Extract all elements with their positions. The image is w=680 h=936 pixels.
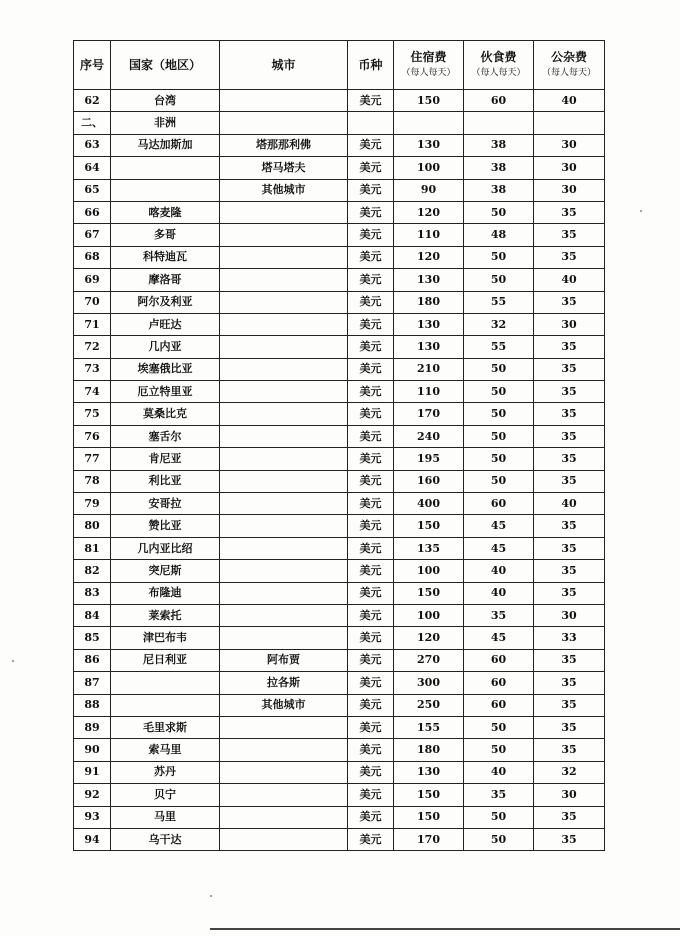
row-number: 77 xyxy=(74,448,111,470)
table-row xyxy=(74,672,605,694)
row-city xyxy=(220,604,348,626)
row-lodging: 130 xyxy=(394,269,464,291)
table-row xyxy=(74,381,605,403)
row-city xyxy=(220,246,348,268)
row-misc: 35 xyxy=(534,828,605,850)
row-country: 几内亚 xyxy=(111,336,220,358)
row-city: 塔马塔夫 xyxy=(220,157,348,179)
header-no: 序号 xyxy=(74,41,111,90)
row-city xyxy=(220,716,348,738)
row-city xyxy=(220,537,348,559)
row-misc: 30 xyxy=(534,784,605,806)
empty-cell xyxy=(394,112,464,134)
row-lodging: 120 xyxy=(394,627,464,649)
row-lodging: 210 xyxy=(394,358,464,380)
table-row xyxy=(74,716,605,738)
row-city xyxy=(220,806,348,828)
row-country: 喀麦隆 xyxy=(111,201,220,223)
row-number: 62 xyxy=(74,90,111,112)
row-number: 91 xyxy=(74,761,111,783)
row-lodging: 110 xyxy=(394,381,464,403)
table-row xyxy=(74,582,605,604)
table-row xyxy=(74,448,605,470)
row-food: 60 xyxy=(464,694,534,716)
row-currency: 美元 xyxy=(348,828,394,850)
row-number: 81 xyxy=(74,537,111,559)
row-misc: 32 xyxy=(534,761,605,783)
row-number: 67 xyxy=(74,224,111,246)
row-number: 93 xyxy=(74,806,111,828)
row-city xyxy=(220,425,348,447)
header-city: 城市 xyxy=(220,41,348,90)
row-city xyxy=(220,560,348,582)
row-country: 卢旺达 xyxy=(111,313,220,335)
row-currency: 美元 xyxy=(348,582,394,604)
row-lodging: 170 xyxy=(394,403,464,425)
row-misc: 35 xyxy=(534,381,605,403)
empty-cell xyxy=(534,112,605,134)
row-currency: 美元 xyxy=(348,425,394,447)
row-city: 其他城市 xyxy=(220,694,348,716)
row-city: 塔那那利佛 xyxy=(220,134,348,156)
row-number: 87 xyxy=(74,672,111,694)
table-row xyxy=(74,90,605,112)
table-row xyxy=(74,336,605,358)
row-currency: 美元 xyxy=(348,134,394,156)
row-number: 71 xyxy=(74,313,111,335)
row-lodging: 400 xyxy=(394,493,464,515)
row-currency: 美元 xyxy=(348,381,394,403)
row-currency: 美元 xyxy=(348,90,394,112)
row-food: 50 xyxy=(464,403,534,425)
row-number: 73 xyxy=(74,358,111,380)
row-country: 台湾 xyxy=(111,90,220,112)
table-row xyxy=(74,560,605,582)
row-currency: 美元 xyxy=(348,448,394,470)
row-city xyxy=(220,582,348,604)
row-currency: 美元 xyxy=(348,560,394,582)
header-misc xyxy=(534,41,605,90)
row-city xyxy=(220,627,348,649)
header-food-label: 伙食费 xyxy=(480,50,517,64)
row-food: 38 xyxy=(464,157,534,179)
row-country: 肯尼亚 xyxy=(111,448,220,470)
row-food: 50 xyxy=(464,269,534,291)
scan-speck xyxy=(210,895,212,897)
row-city xyxy=(220,515,348,537)
row-number: 69 xyxy=(74,269,111,291)
row-misc: 30 xyxy=(534,179,605,201)
row-food: 40 xyxy=(464,582,534,604)
row-number: 66 xyxy=(74,201,111,223)
table-row xyxy=(74,828,605,850)
row-number: 82 xyxy=(74,560,111,582)
row-food: 40 xyxy=(464,761,534,783)
table-row xyxy=(74,157,605,179)
row-city xyxy=(220,470,348,492)
row-number: 85 xyxy=(74,627,111,649)
row-food: 35 xyxy=(464,784,534,806)
row-country: 科特迪瓦 xyxy=(111,246,220,268)
table-row xyxy=(74,313,605,335)
row-food: 55 xyxy=(464,336,534,358)
section-number: 二、 xyxy=(74,112,111,134)
row-lodging: 135 xyxy=(394,537,464,559)
row-number: 72 xyxy=(74,336,111,358)
row-food: 55 xyxy=(464,291,534,313)
empty-cell xyxy=(348,112,394,134)
row-food: 50 xyxy=(464,828,534,850)
row-misc: 35 xyxy=(534,582,605,604)
row-lodging: 160 xyxy=(394,470,464,492)
row-number: 79 xyxy=(74,493,111,515)
row-country xyxy=(111,179,220,201)
table-row xyxy=(74,493,605,515)
row-lodging: 150 xyxy=(394,784,464,806)
row-misc: 35 xyxy=(534,291,605,313)
row-misc: 35 xyxy=(534,537,605,559)
row-country: 贝宁 xyxy=(111,784,220,806)
table-row xyxy=(74,291,605,313)
row-food: 50 xyxy=(464,806,534,828)
row-lodging: 90 xyxy=(394,179,464,201)
row-city: 拉各斯 xyxy=(220,672,348,694)
row-food: 32 xyxy=(464,313,534,335)
table-row xyxy=(74,694,605,716)
row-misc: 30 xyxy=(534,157,605,179)
row-country: 摩洛哥 xyxy=(111,269,220,291)
row-city xyxy=(220,784,348,806)
row-lodging: 100 xyxy=(394,604,464,626)
row-lodging: 150 xyxy=(394,806,464,828)
row-currency: 美元 xyxy=(348,291,394,313)
row-country: 突尼斯 xyxy=(111,560,220,582)
row-currency: 美元 xyxy=(348,201,394,223)
row-food: 48 xyxy=(464,224,534,246)
table-row xyxy=(74,604,605,626)
row-city xyxy=(220,224,348,246)
table-row xyxy=(74,470,605,492)
row-misc: 35 xyxy=(534,224,605,246)
row-city: 其他城市 xyxy=(220,179,348,201)
row-currency: 美元 xyxy=(348,672,394,694)
row-food: 50 xyxy=(464,381,534,403)
row-lodging: 195 xyxy=(394,448,464,470)
row-currency: 美元 xyxy=(348,739,394,761)
row-food: 60 xyxy=(464,649,534,671)
row-misc: 35 xyxy=(534,806,605,828)
row-food: 50 xyxy=(464,448,534,470)
empty-cell xyxy=(464,112,534,134)
row-country: 阿尔及利亚 xyxy=(111,291,220,313)
row-currency: 美元 xyxy=(348,784,394,806)
table-row xyxy=(74,246,605,268)
row-number: 68 xyxy=(74,246,111,268)
header-currency: 币种 xyxy=(348,41,394,90)
row-currency: 美元 xyxy=(348,716,394,738)
row-currency: 美元 xyxy=(348,537,394,559)
row-country: 利比亚 xyxy=(111,470,220,492)
row-currency: 美元 xyxy=(348,358,394,380)
row-misc: 40 xyxy=(534,90,605,112)
row-lodging: 120 xyxy=(394,246,464,268)
row-misc: 35 xyxy=(534,560,605,582)
table-row xyxy=(74,627,605,649)
row-food: 60 xyxy=(464,672,534,694)
row-number: 74 xyxy=(74,381,111,403)
row-misc: 40 xyxy=(534,269,605,291)
row-city xyxy=(220,403,348,425)
row-currency: 美元 xyxy=(348,403,394,425)
row-misc: 35 xyxy=(534,672,605,694)
row-city xyxy=(220,291,348,313)
row-lodging: 150 xyxy=(394,582,464,604)
row-country: 埃塞俄比亚 xyxy=(111,358,220,380)
row-currency: 美元 xyxy=(348,179,394,201)
row-food: 50 xyxy=(464,470,534,492)
table-row xyxy=(74,358,605,380)
row-country: 厄立特里亚 xyxy=(111,381,220,403)
row-food: 50 xyxy=(464,739,534,761)
scan-speck xyxy=(640,210,642,212)
table-row xyxy=(74,761,605,783)
row-city xyxy=(220,201,348,223)
row-food: 45 xyxy=(464,515,534,537)
row-lodging: 130 xyxy=(394,134,464,156)
row-country: 马里 xyxy=(111,806,220,828)
section-name: 非洲 xyxy=(111,112,220,134)
row-country: 安哥拉 xyxy=(111,493,220,515)
row-currency: 美元 xyxy=(348,157,394,179)
row-currency: 美元 xyxy=(348,313,394,335)
section-row-africa xyxy=(74,112,605,134)
table-row xyxy=(74,425,605,447)
row-misc: 35 xyxy=(534,649,605,671)
row-misc: 35 xyxy=(534,694,605,716)
row-currency: 美元 xyxy=(348,515,394,537)
row-number: 84 xyxy=(74,604,111,626)
row-number: 75 xyxy=(74,403,111,425)
row-number: 64 xyxy=(74,157,111,179)
row-country: 赞比亚 xyxy=(111,515,220,537)
row-number: 90 xyxy=(74,739,111,761)
table-row xyxy=(74,403,605,425)
row-misc: 35 xyxy=(534,358,605,380)
row-city xyxy=(220,90,348,112)
row-lodging: 150 xyxy=(394,515,464,537)
row-number: 63 xyxy=(74,134,111,156)
row-city xyxy=(220,358,348,380)
row-country: 莱索托 xyxy=(111,604,220,626)
row-lodging: 100 xyxy=(394,560,464,582)
row-number: 83 xyxy=(74,582,111,604)
row-food: 50 xyxy=(464,201,534,223)
row-currency: 美元 xyxy=(348,336,394,358)
header-misc-label: 公杂费 xyxy=(550,50,587,64)
row-misc: 30 xyxy=(534,134,605,156)
row-lodging: 180 xyxy=(394,739,464,761)
row-misc: 33 xyxy=(534,627,605,649)
table-row xyxy=(74,201,605,223)
empty-cell xyxy=(220,112,348,134)
row-city xyxy=(220,761,348,783)
row-currency: 美元 xyxy=(348,649,394,671)
row-lodging: 270 xyxy=(394,649,464,671)
table-row xyxy=(74,269,605,291)
row-country: 塞舌尔 xyxy=(111,425,220,447)
row-misc: 35 xyxy=(534,515,605,537)
row-misc: 35 xyxy=(534,425,605,447)
row-country: 苏丹 xyxy=(111,761,220,783)
row-city xyxy=(220,381,348,403)
row-country: 多哥 xyxy=(111,224,220,246)
row-number: 70 xyxy=(74,291,111,313)
row-food: 50 xyxy=(464,246,534,268)
row-lodging: 250 xyxy=(394,694,464,716)
row-lodging: 130 xyxy=(394,761,464,783)
row-lodging: 155 xyxy=(394,716,464,738)
row-number: 89 xyxy=(74,716,111,738)
row-number: 65 xyxy=(74,179,111,201)
allowance-table xyxy=(73,40,605,851)
table-row xyxy=(74,739,605,761)
row-city xyxy=(220,493,348,515)
scan-edge-line xyxy=(210,928,680,930)
row-misc: 35 xyxy=(534,448,605,470)
row-currency: 美元 xyxy=(348,604,394,626)
header-lodging-label: 住宿费 xyxy=(410,50,447,64)
row-number: 92 xyxy=(74,784,111,806)
row-number: 86 xyxy=(74,649,111,671)
row-currency: 美元 xyxy=(348,761,394,783)
row-food: 45 xyxy=(464,627,534,649)
row-lodging: 110 xyxy=(394,224,464,246)
row-food: 38 xyxy=(464,179,534,201)
row-country: 津巴布韦 xyxy=(111,627,220,649)
table-row xyxy=(74,806,605,828)
row-number: 78 xyxy=(74,470,111,492)
row-lodging: 240 xyxy=(394,425,464,447)
row-city xyxy=(220,739,348,761)
header-row xyxy=(74,41,605,90)
row-city xyxy=(220,269,348,291)
row-city xyxy=(220,313,348,335)
row-lodging: 150 xyxy=(394,90,464,112)
header-country: 国家（地区） xyxy=(111,41,220,90)
row-currency: 美元 xyxy=(348,269,394,291)
table-row xyxy=(74,515,605,537)
row-country xyxy=(111,672,220,694)
header-food-unit: （每人每天） xyxy=(471,68,526,78)
header-misc-unit: （每人每天） xyxy=(541,68,596,78)
row-number: 76 xyxy=(74,425,111,447)
row-number: 88 xyxy=(74,694,111,716)
table-body xyxy=(74,90,605,851)
row-country: 莫桑比克 xyxy=(111,403,220,425)
row-country xyxy=(111,157,220,179)
row-country: 几内亚比绍 xyxy=(111,537,220,559)
row-misc: 35 xyxy=(534,716,605,738)
row-misc: 35 xyxy=(534,246,605,268)
row-misc: 35 xyxy=(534,739,605,761)
row-currency: 美元 xyxy=(348,627,394,649)
row-food: 40 xyxy=(464,560,534,582)
row-country: 乌干达 xyxy=(111,828,220,850)
row-misc: 30 xyxy=(534,313,605,335)
row-misc: 35 xyxy=(534,470,605,492)
row-food: 60 xyxy=(464,90,534,112)
row-currency: 美元 xyxy=(348,493,394,515)
row-food: 35 xyxy=(464,604,534,626)
row-currency: 美元 xyxy=(348,246,394,268)
table-row xyxy=(74,649,605,671)
table-row xyxy=(74,784,605,806)
row-city xyxy=(220,448,348,470)
row-food: 50 xyxy=(464,358,534,380)
row-food: 38 xyxy=(464,134,534,156)
row-city xyxy=(220,828,348,850)
row-number: 80 xyxy=(74,515,111,537)
table-row xyxy=(74,224,605,246)
row-lodging: 130 xyxy=(394,313,464,335)
row-misc: 40 xyxy=(534,493,605,515)
row-lodging: 100 xyxy=(394,157,464,179)
row-food: 45 xyxy=(464,537,534,559)
row-country xyxy=(111,694,220,716)
row-currency: 美元 xyxy=(348,224,394,246)
row-country: 毛里求斯 xyxy=(111,716,220,738)
row-country: 布隆迪 xyxy=(111,582,220,604)
row-lodging: 130 xyxy=(394,336,464,358)
table-row xyxy=(74,134,605,156)
row-lodging: 170 xyxy=(394,828,464,850)
row-number: 94 xyxy=(74,828,111,850)
table-row xyxy=(74,537,605,559)
row-city xyxy=(220,336,348,358)
row-food: 60 xyxy=(464,493,534,515)
row-country: 索马里 xyxy=(111,739,220,761)
row-lodging: 120 xyxy=(394,201,464,223)
scan-speck xyxy=(12,660,14,662)
row-city: 阿布贾 xyxy=(220,649,348,671)
row-currency: 美元 xyxy=(348,806,394,828)
header-lodging-unit: （每人每天） xyxy=(401,68,456,78)
row-country: 马达加斯加 xyxy=(111,134,220,156)
header-lodging xyxy=(394,41,464,90)
row-lodging: 300 xyxy=(394,672,464,694)
row-misc: 35 xyxy=(534,336,605,358)
header-food xyxy=(464,41,534,90)
row-misc: 30 xyxy=(534,604,605,626)
row-country: 尼日利亚 xyxy=(111,649,220,671)
row-food: 50 xyxy=(464,425,534,447)
table-row xyxy=(74,179,605,201)
row-misc: 35 xyxy=(534,201,605,223)
row-lodging: 180 xyxy=(394,291,464,313)
row-currency: 美元 xyxy=(348,694,394,716)
row-misc: 35 xyxy=(534,403,605,425)
row-food: 50 xyxy=(464,716,534,738)
row-currency: 美元 xyxy=(348,470,394,492)
